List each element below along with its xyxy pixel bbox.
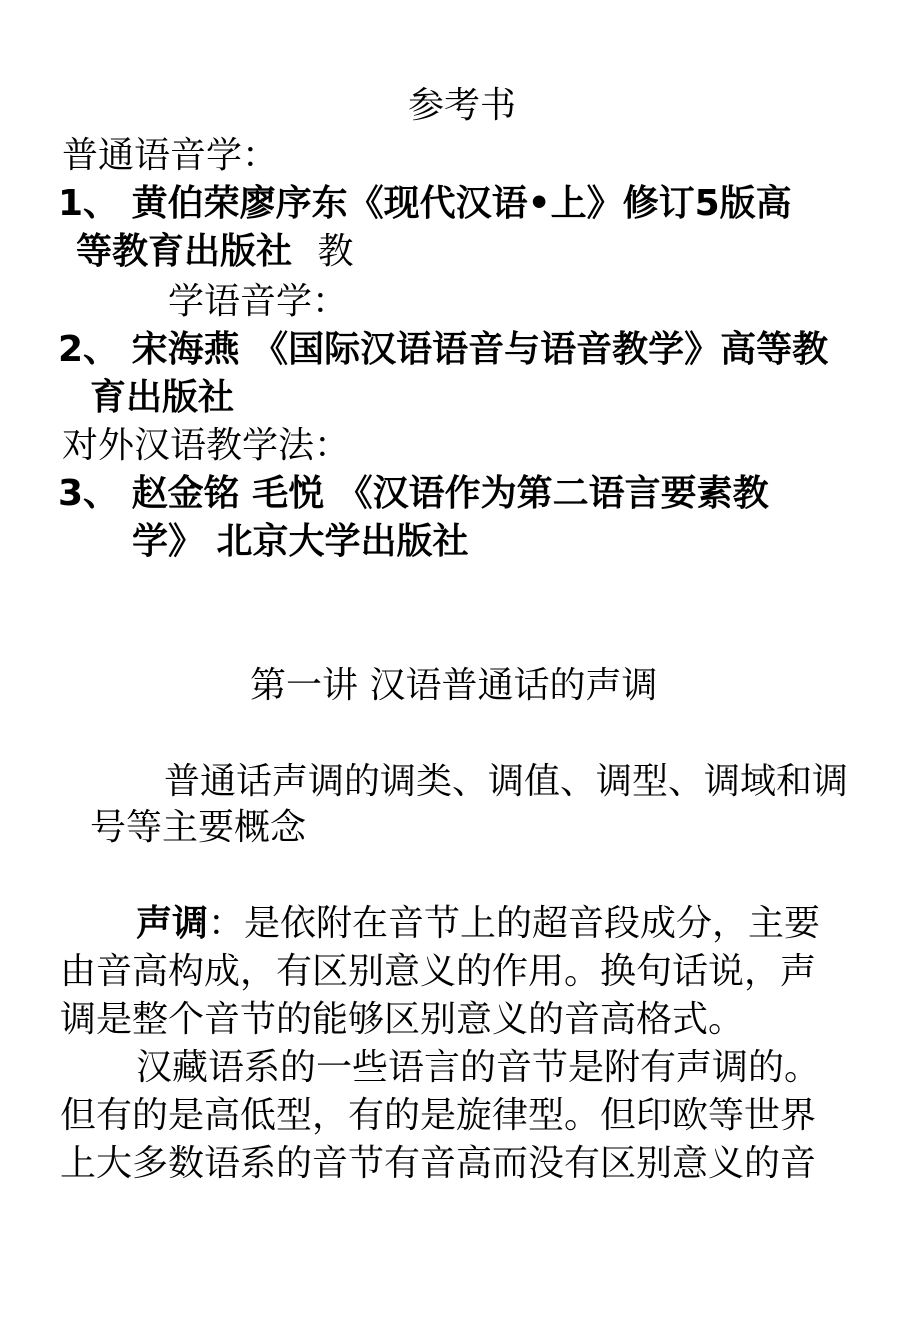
category-teaching-methods: 对外汉语教学法：	[62, 425, 351, 466]
category-teaching-phonetics: 学语音学：	[168, 281, 349, 322]
lecture-title: 第一讲 汉语普通话的声调	[250, 665, 658, 706]
paragraph-1-line-3: 调是整个音节的能够区别意义的音高格式。	[60, 999, 745, 1040]
references-title: 参考书	[408, 85, 517, 126]
book-3-line-2: 学》 北京大学出版社	[132, 521, 469, 562]
paragraph-2-line-3: 上大多数语系的音节有音高而没有区别意义的音	[60, 1143, 817, 1184]
book-1-tail: 教	[317, 231, 354, 272]
tone-term: 声调	[136, 903, 209, 944]
paragraph-1-line-1	[136, 902, 820, 946]
book-1-publisher: 等教育出版社	[76, 231, 293, 272]
book-2-line-1: 2、 宋海燕 《国际汉语语音与语音教学》高等教	[58, 329, 829, 370]
topic-line-1: 普通话声调的调类、调值、调型、调域和调	[164, 761, 849, 802]
book-1-line-1: 1、 黄伯荣廖序东《现代汉语•上》修订5版高	[58, 183, 792, 224]
paragraph-1-line-2: 由音高构成，有区别意义的作用。换句话说，声	[60, 951, 817, 992]
book-1-line-2	[76, 230, 353, 274]
paragraph-2-line-1: 汉藏语系的一些语言的音节是附有声调的。	[136, 1047, 821, 1088]
book-3-line-1: 3、 赵金铭 毛悦 《汉语作为第二语言要素教	[58, 473, 769, 514]
category-general-phonetics: 普通语音学：	[62, 135, 279, 176]
topic-line-2: 号等主要概念	[90, 807, 307, 848]
paragraph-2-line-2: 但有的是高低型，有的是旋律型。但印欧等世界	[60, 1095, 817, 1136]
book-2-line-2: 育出版社	[90, 377, 235, 418]
tone-definition: ：是依附在音节上的超音段成分，主要	[208, 903, 821, 944]
